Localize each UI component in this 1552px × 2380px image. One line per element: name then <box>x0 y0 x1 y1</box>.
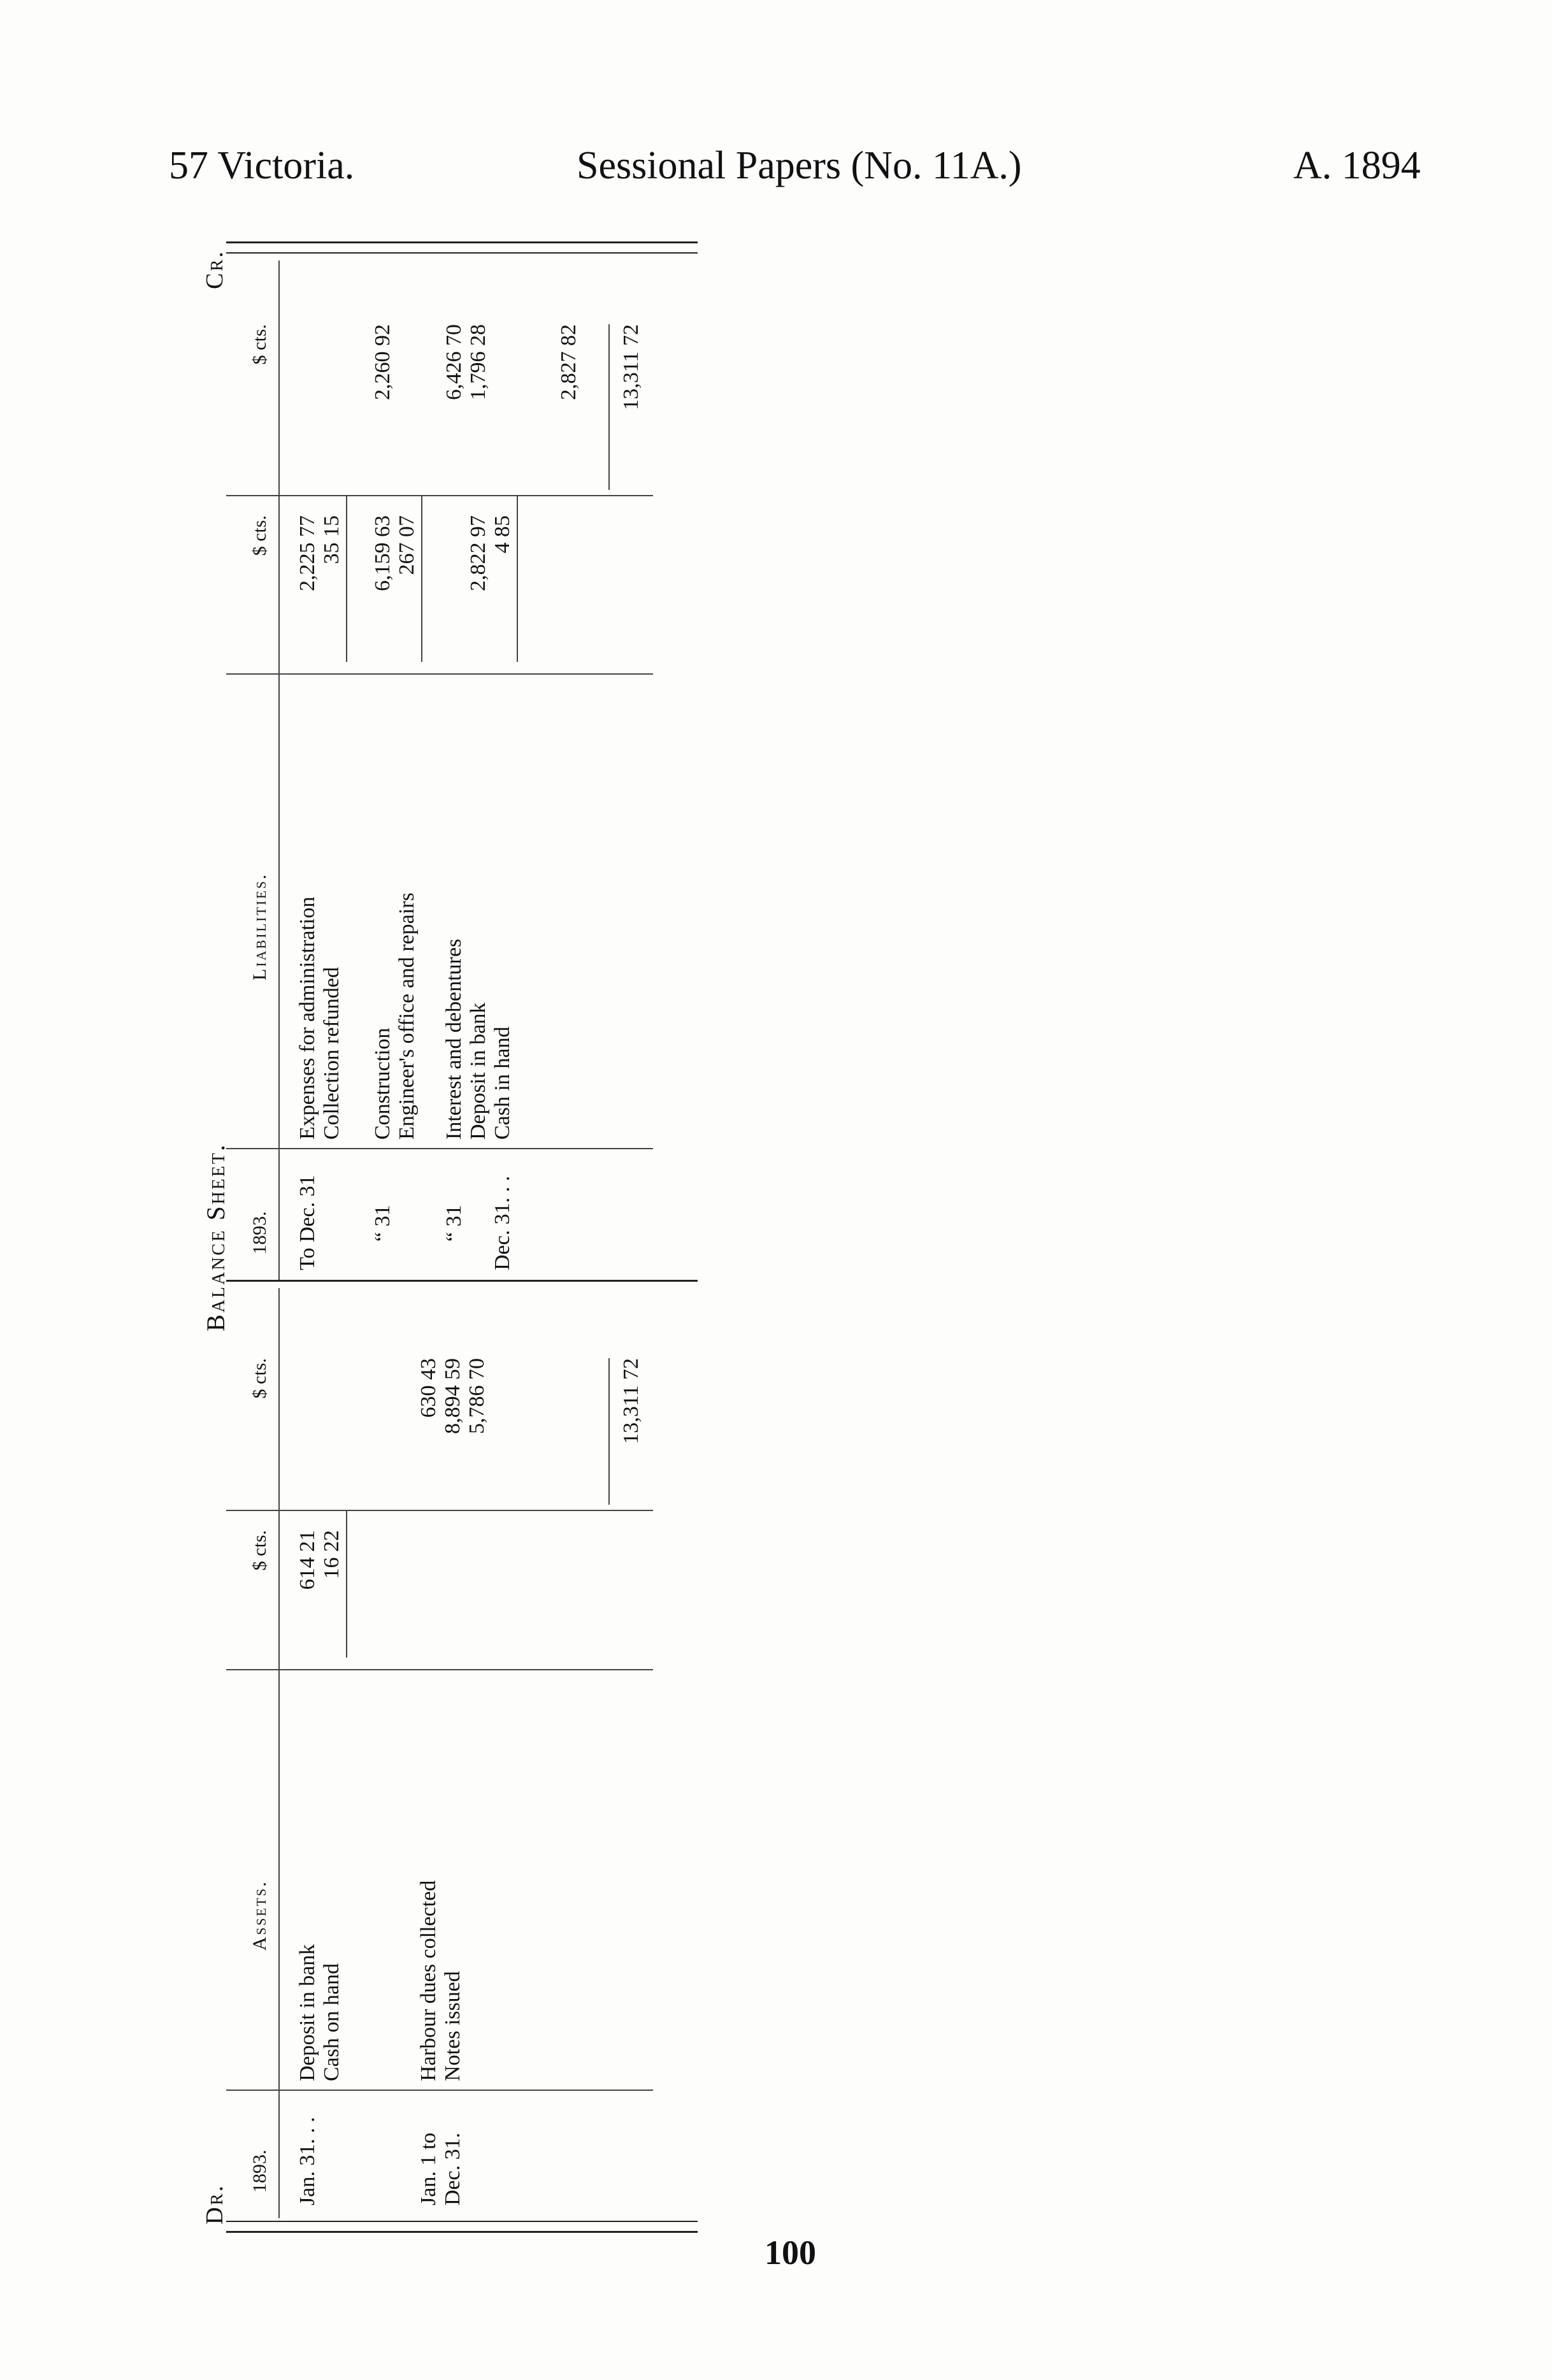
liabilities-money-heading-1: $ cts. <box>249 515 270 556</box>
assets-row-label: Cash on hand <box>320 1963 343 2081</box>
subtotal-rule <box>346 1511 347 1658</box>
liabilities-row-subtotal: 2,827 82 <box>557 324 580 400</box>
column-divider <box>226 2090 653 2091</box>
liabilities-row-amount: 2,822 97 <box>466 515 490 591</box>
liabilities-heading: Liabilities. <box>249 872 270 980</box>
total-rule <box>608 1358 610 1505</box>
liabilities-money-heading-2: $ cts. <box>249 324 270 365</box>
subtotal-rule <box>346 496 347 662</box>
heading-rule <box>278 261 280 1280</box>
column-divider <box>226 1510 653 1511</box>
assets-row-date: Jan. 1 to <box>417 2132 440 2205</box>
assets-row-subtotal: 5,786 70 <box>465 1358 489 1434</box>
liabilities-row-date: “ 31 <box>442 1205 466 1242</box>
assets-row-label: Harbour dues collected <box>417 1880 440 2081</box>
column-divider <box>226 1148 653 1149</box>
liabilities-row-label: Construction <box>371 1028 394 1140</box>
liabilities-date-heading: 1893. <box>249 1211 270 1254</box>
credit-label: Cr. <box>201 250 228 289</box>
page-number: 100 <box>765 2233 816 2272</box>
liabilities-row-date: To Dec. 31 <box>296 1175 319 1270</box>
assets-total: 13,311 72 <box>619 1358 643 1444</box>
assets-money-heading-1: $ cts. <box>249 1530 270 1571</box>
header-volume: 57 Victoria. <box>169 144 355 187</box>
debit-label: Dr. <box>201 2184 228 2225</box>
assets-row-label: Deposit in bank <box>296 1944 319 2081</box>
column-divider <box>226 673 653 675</box>
liabilities-row-label: Cash in hand <box>491 1026 514 1140</box>
liabilities-row-amount: 6,159 63 <box>371 515 394 591</box>
assets-row-amount: 614 21 <box>296 1530 319 1590</box>
liabilities-row-date: Dec. 31. . . <box>491 1175 514 1270</box>
subtotal-rule <box>421 496 422 662</box>
assets-money-heading-2: $ cts. <box>249 1358 270 1399</box>
header-title: Sessional Papers (No. 11A.) <box>577 144 1022 187</box>
liabilities-row-subtotal: 2,260 92 <box>371 324 394 400</box>
column-divider <box>226 1669 653 1670</box>
liabilities-total: 13,311 72 <box>619 324 643 410</box>
liabilities-row-label: Expenses for administration <box>296 896 319 1140</box>
liabilities-row-subtotal: 1,796 28 <box>466 324 490 400</box>
liabilities-row-amount: 35 15 <box>320 515 343 564</box>
liabilities-row-label: Collection refunded <box>320 967 343 1140</box>
header-year: A. 1894 <box>1293 144 1421 187</box>
liabilities-row-label: Interest and debentures <box>442 938 466 1140</box>
assets-row-subtotal: 630 43 <box>417 1358 440 1418</box>
assets-row-amount: 16 22 <box>320 1530 343 1579</box>
column-divider <box>226 495 653 496</box>
assets-row-date: Jan. 31. . . <box>296 2117 319 2205</box>
assets-heading: Assets. <box>249 1880 270 1951</box>
liabilities-side <box>226 251 698 1282</box>
liabilities-row-label: Deposit in bank <box>466 1002 490 1140</box>
assets-row-subtotal: 8,894 59 <box>441 1358 464 1434</box>
subtotal-rule <box>517 496 518 662</box>
assets-date-heading: 1893. <box>249 2149 270 2193</box>
heading-rule <box>278 1288 280 2218</box>
liabilities-row-label: Engineer's office and repairs <box>395 892 419 1140</box>
sheet-title: Balance Sheet. <box>201 1143 230 1332</box>
liabilities-row-subtotal: 6,426 70 <box>442 324 466 400</box>
assets-side <box>226 1288 698 2218</box>
balance-sheet-table <box>201 241 698 2233</box>
liabilities-row-amount: 267 07 <box>395 515 419 575</box>
total-rule <box>608 324 610 490</box>
assets-row-label: Notes issued <box>441 1971 464 2081</box>
liabilities-row-amount: 2,225 77 <box>296 515 319 591</box>
liabilities-row-date: “ 31 <box>371 1205 394 1242</box>
assets-row-date: Dec. 31. <box>441 2132 464 2205</box>
liabilities-row-amount: 4 85 <box>491 515 514 554</box>
